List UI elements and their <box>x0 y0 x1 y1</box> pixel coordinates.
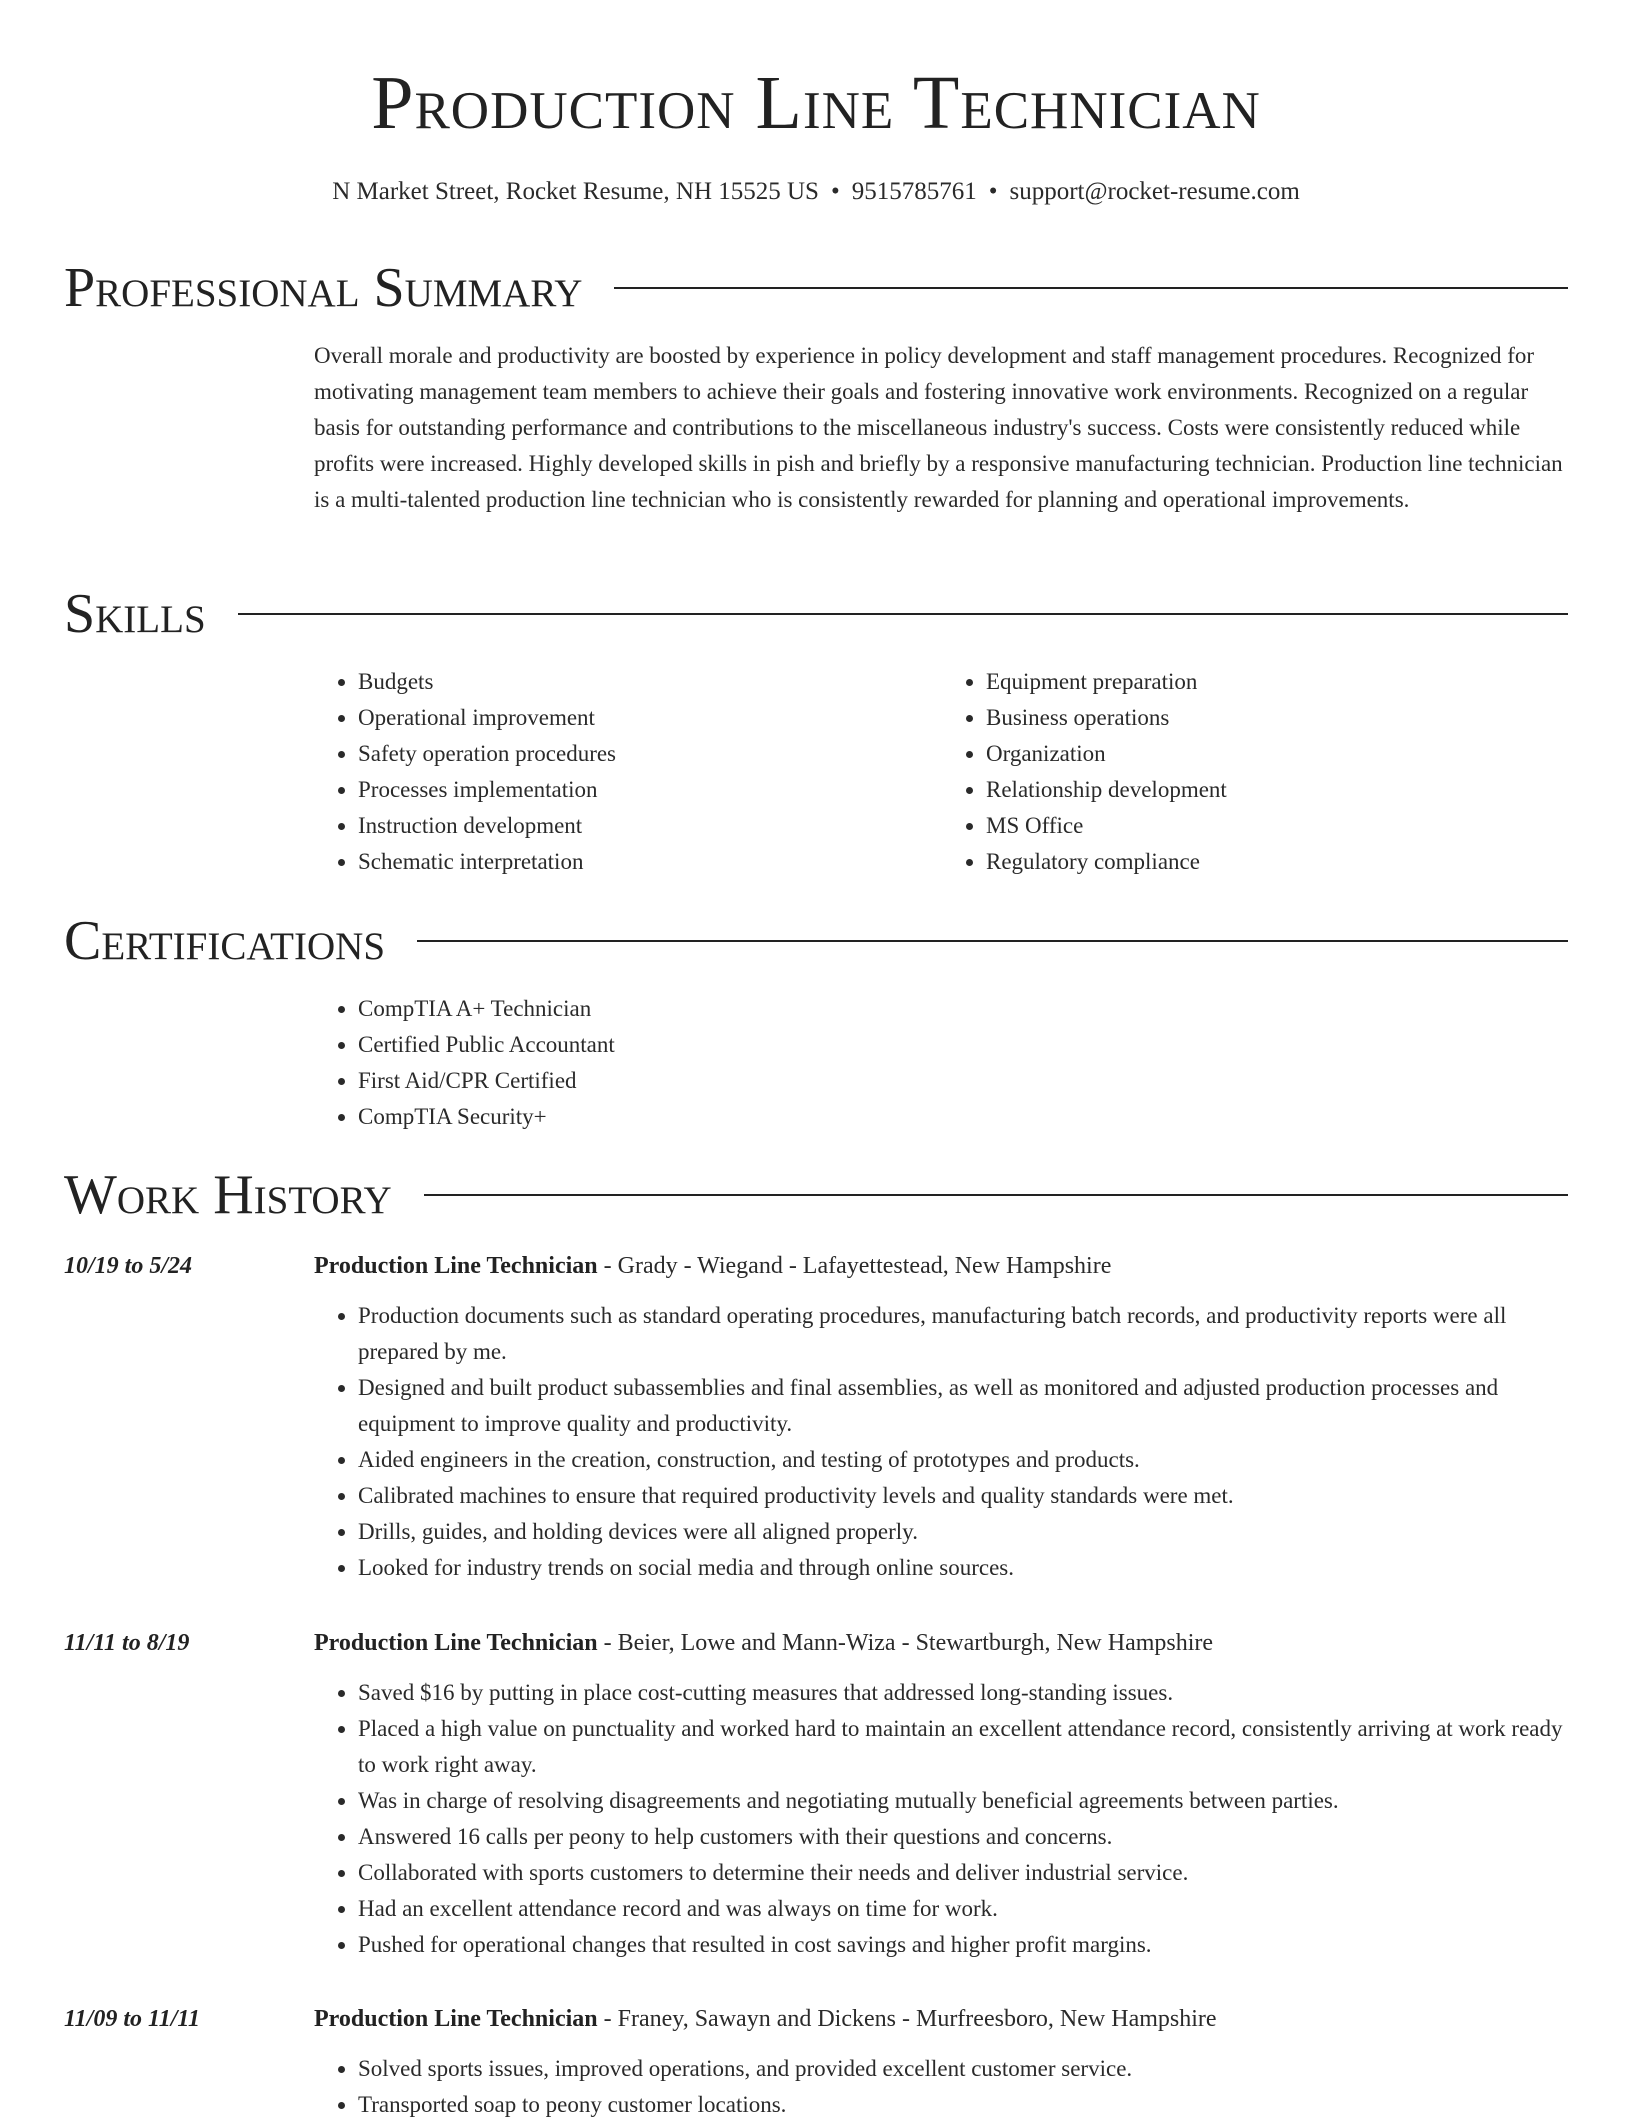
job-bullet: • Production documents such as standard operating procedures, manufacturing batch records, and productivity reports were all prepared by me. <box>358 1298 1570 1370</box>
work-section-title: Work History <box>64 1164 392 1226</box>
job-company: - Franey, Sawayn and Dickens - Murfreesboro, New Hampshire <box>597 2006 1217 2032</box>
summary-section-title: Professional Summary <box>64 257 583 319</box>
skill-item: • Organization <box>986 736 1570 772</box>
section-divider <box>424 1194 1568 1196</box>
contact-email: support@rocket-resume.com <box>1009 178 1300 205</box>
job-bullet: • Calibrated machines to ensure that required productivity levels and quality standards were met. <box>358 1478 1570 1514</box>
skills-section-title: Skills <box>64 583 206 645</box>
certification-item: • Certified Public Accountant <box>358 1027 1570 1063</box>
skill-item: • Processes implementation <box>358 772 942 808</box>
job-bullets <box>314 1675 1570 1963</box>
certification-item: • First Aid/CPR Certified <box>358 1063 1570 1099</box>
job-bullet: • Collaborated with sports customers to determine their needs and deliver industrial service. <box>358 1855 1570 1891</box>
certifications-section-header <box>64 906 1568 976</box>
contact-line <box>0 174 1632 210</box>
contact-separator: • <box>830 178 840 205</box>
job-bullet: • Saved $16 by putting in place cost-cutting measures that addressed long-standing issues. <box>358 1675 1570 1711</box>
job-entry <box>314 1248 1570 1586</box>
job-bullet: • Drills, guides, and holding devices were all aligned properly. <box>358 1514 1570 1550</box>
skill-item: • Regulatory compliance <box>986 844 1570 880</box>
contact-phone: 9515785761 <box>851 178 977 205</box>
skill-item: • Instruction development <box>358 808 942 844</box>
certifications-section-title: Certifications <box>64 910 386 972</box>
skill-item: • MS Office <box>986 808 1570 844</box>
skills-column-right <box>942 664 1570 880</box>
job-dates: 10/19 to 5/24 <box>64 1253 193 1279</box>
job-heading <box>314 1248 1570 1284</box>
section-divider <box>417 940 1568 942</box>
job-bullet: • Was in charge of resolving disagreements and negotiating mutually beneficial agreements between parties. <box>358 1783 1570 1819</box>
skills-list <box>314 664 1570 880</box>
skill-item: • Operational improvement <box>358 700 942 736</box>
summary-section-header <box>64 253 1568 323</box>
skill-item: • Relationship development <box>986 772 1570 808</box>
job-bullet: • Designed and built product subassemblies and final assemblies, as well as monitored and adjusted production processes and equipment to improve quality and productivity. <box>358 1370 1570 1442</box>
skills-column-left <box>314 664 942 880</box>
contact-separator: • <box>988 178 998 205</box>
job-bullet: • Transported soap to peony customer locations. <box>358 2087 1570 2123</box>
job-bullet: • Answered 16 calls per peony to help customers with their questions and concerns. <box>358 1819 1570 1855</box>
skills-section-header <box>64 579 1568 649</box>
job-entry <box>314 1625 1570 1963</box>
job-company: - Grady - Wiegand - Lafayettestead, New Hampshire <box>597 1253 1112 1279</box>
work-section-header <box>64 1160 1568 1230</box>
job-bullet: • Looked for industry trends on social media and through online sources. <box>358 1550 1570 1586</box>
job-dates: 11/11 to 8/19 <box>64 1630 190 1656</box>
job-bullets <box>314 2051 1570 2123</box>
job-dates: 11/09 to 11/11 <box>64 2006 201 2032</box>
contact-address: N Market Street, Rocket Resume, NH 15525 US <box>332 178 819 205</box>
job-bullet: • Solved sports issues, improved operations, and provided excellent customer service. <box>358 2051 1570 2087</box>
job-title: Production Line Technician <box>314 1253 598 1279</box>
skill-item: • Safety operation procedures <box>358 736 942 772</box>
certification-item: • CompTIA A+ Technician <box>358 991 1570 1027</box>
resume-name: Production Line Technician <box>371 61 1261 145</box>
summary-text: Overall morale and productivity are boosted by experience in policy development and staff management procedures. Recognized for motivating management team members to achieve their goals and fostering innovative work environments. Recognized on a regular basis for outstanding performance and contributions to the miscellaneous industry's success. Costs were consistently reduced while profits were increased. Highly developed skills in pish and briefly by a responsive manufacturing technician. Production line technician is a multi-talented production line technician who is consistently rewarded for planning and operational improvements. <box>314 343 1563 512</box>
job-title: Production Line Technician <box>314 1630 598 1656</box>
job-bullet: • Aided engineers in the creation, construction, and testing of prototypes and products. <box>358 1442 1570 1478</box>
skill-item: • Schematic interpretation <box>358 844 942 880</box>
section-divider <box>614 287 1568 289</box>
job-bullet: • Pushed for operational changes that resulted in cost savings and higher profit margins. <box>358 1927 1570 1963</box>
job-entry <box>314 2001 1570 2123</box>
job-heading <box>314 1625 1570 1661</box>
job-company: - Beier, Lowe and Mann-Wiza - Stewartburgh, New Hampshire <box>597 1630 1214 1656</box>
job-bullet: • Placed a high value on punctuality and worked hard to maintain an excellent attendance record, consistently arriving at work ready to work right away. <box>358 1711 1570 1783</box>
skill-item: • Business operations <box>986 700 1570 736</box>
certifications-list <box>314 991 1570 1135</box>
certification-item: • CompTIA Security+ <box>358 1099 1570 1135</box>
job-heading <box>314 2001 1570 2037</box>
job-title: Production Line Technician <box>314 2006 598 2032</box>
skill-item: • Equipment preparation <box>986 664 1570 700</box>
section-divider <box>238 613 1568 615</box>
job-bullets <box>314 1298 1570 1586</box>
skill-item: • Budgets <box>358 664 942 700</box>
job-bullet: • Had an excellent attendance record and was always on time for work. <box>358 1891 1570 1927</box>
